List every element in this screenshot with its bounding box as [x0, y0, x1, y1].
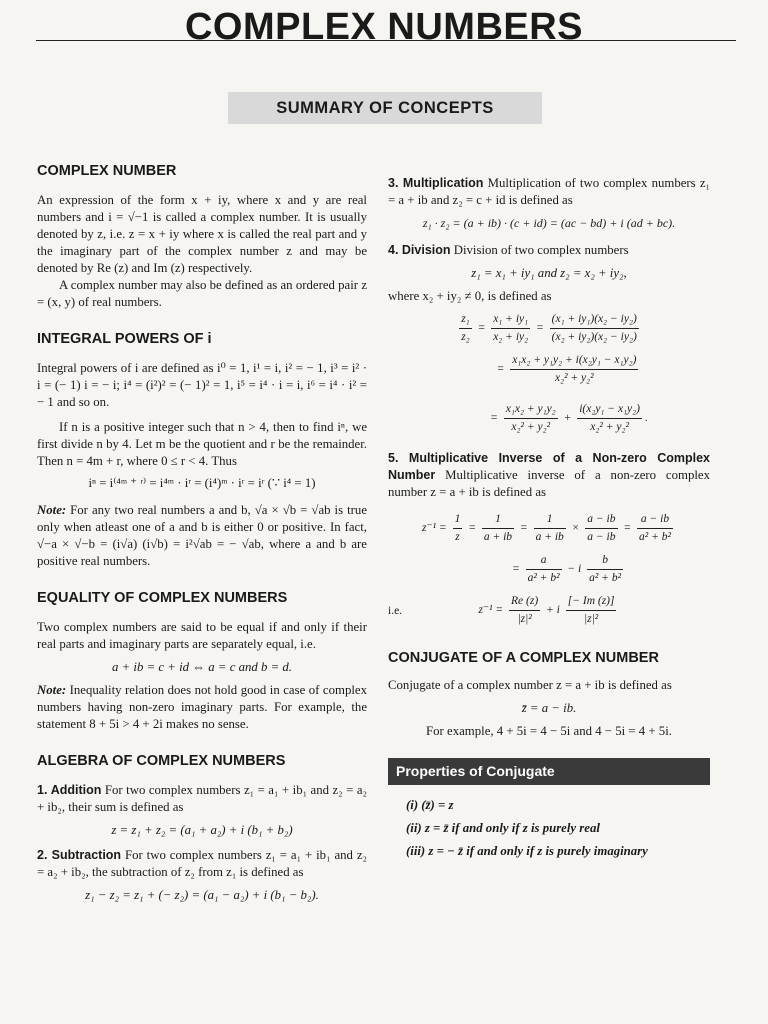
frac-den: x₂² + y₂²	[590, 421, 629, 433]
frac-den: x₂² + y₂²	[555, 372, 594, 384]
property-item: (ii) z = z̄ if and only if z is purely real	[406, 821, 600, 835]
para-division	[388, 242, 710, 259]
para-definition: An expression of the form x + iy, where x and y are real numbers and i = √−1 is called a complex number. It is usually denoted by z, i.e. z = x + iy where x is called the real part and y the imaginary part of the complex number z and may be denoted by Re (z) and Im (z) respectively.	[37, 193, 367, 275]
frac	[534, 511, 566, 546]
frac-den: a² + b²	[527, 572, 560, 584]
eq-inverse-2: = $\frac{a}{\text{a² + b²}}$ − i $\frac{b}{\text{a² + b²}}$	[388, 552, 710, 587]
eq-division-1: $\frac{\text{z₁}}{\text{z₂}}$ = $\frac{\text{x₁ + iy₁}}{\text{x₂ + iy₂}}$ = $\frac{\text{(x₁ + iy₁)(x₂ − iy₂)}}{\text{(x₂ + iy₂)(x₂ − iy₂)}}$	[388, 311, 710, 346]
properties-heading: Properties of Conjugate	[388, 758, 710, 785]
frac	[587, 552, 623, 587]
para-inverse	[388, 450, 710, 501]
frac	[550, 311, 639, 346]
para-conjugate: Conjugate of a complex number z = a + ib is defined as	[388, 678, 672, 692]
para-addition	[37, 782, 367, 816]
eq-multiplication: z₁ · z₂ = (a + ib) · (c + id) = (ac − bd) + i (ad + bc).	[422, 216, 676, 230]
para-powers: Integral powers of i are defined as i⁰ = 1, i¹ = i, i² = − 1, i³ = i² · i = (− 1) i = − i; i⁴ = (i²)² = (− 1)² = 1, i⁵ = i⁴ · i = i, i⁶ = i⁴ · i² = − 1 and so on.	[37, 361, 367, 409]
frac-num: a − ib	[637, 511, 673, 529]
frac-num: 1	[534, 511, 566, 529]
para-ordered-pair: A complex number may also be defined as an ordered pair z = (x, y) of real numbers.	[37, 278, 367, 309]
frac	[566, 593, 617, 628]
title-rule	[36, 40, 736, 41]
eq-division-2: = $\frac{\text{x₁x₂ + y₁y₂ + i(x₂y₁ − x₁y₂)}}{\text{x₂² + y₂²}}$	[388, 352, 710, 387]
note-roots-text: For any two real numbers a and b, √a × √b = √ab is true only when atleast one of a and b is either 0 or positive. In fact, √−a × √−b = (i√a) (i√b) = i²√ab = − √ab, where a and b are positive real numbers.	[37, 503, 367, 568]
section-banner: SUMMARY OF CONCEPTS	[228, 92, 542, 124]
para-equality: Two complex numbers are said to be equal if and only if their real parts and imaginary parts are separately equal, i.e.	[37, 620, 367, 651]
frac	[510, 352, 638, 387]
inverse-text: Multiplicative inverse of a non-zero complex number z = a + ib is defined as	[388, 468, 710, 499]
frac	[509, 593, 540, 628]
eq-subtraction: z₁ − z₂ = z₁ + (− z₂) = (a₁ − a₂) + i (b₁ − b₂).	[85, 888, 319, 902]
multiplication-text: Multiplication of two complex numbers z₁ = a + ib and z₂ = c + id is defined as	[388, 176, 710, 207]
frac-num: x₁ + iy₁	[491, 311, 530, 329]
heading-conjugate: CONJUGATE OF A COMPLEX NUMBER	[388, 650, 659, 666]
frac	[482, 511, 514, 546]
frac-num: 1	[453, 511, 463, 529]
heading-algebra: ALGEBRA OF COMPLEX NUMBERS	[37, 753, 286, 769]
left-column	[37, 163, 367, 910]
frac-den: x₂² + y₂²	[511, 421, 551, 433]
heading-equality: EQUALITY OF COMPLEX NUMBERS	[37, 590, 288, 606]
eq-inverse-3: i.e. z⁻¹ = $\frac{Re (z)}{\text{|z|²}}$ + i $\frac{[- Im (z)]}{\text{|z|²}}$	[388, 593, 710, 628]
eq-division-3: = $\frac{\text{x₁x₂ + y₁y₂}}{\text{x₂² + y₂²}}$ + $\frac{\text{i(x₂y₁ − x₁y₂)}}{\text{x₂² + y₂²}}$ .	[388, 401, 710, 436]
frac	[491, 311, 530, 346]
property-item: (iii) z = − z̄ if and only if z is purely imaginary	[406, 844, 648, 858]
frac-den: z₂	[461, 331, 470, 343]
heading-integral-powers: INTEGRAL POWERS OF i	[37, 331, 212, 347]
frac	[577, 401, 642, 436]
para-conjugate-example: For example, 4 + 5i = 4 − 5i and 4 − 5i = 4 + 5i.	[426, 724, 672, 738]
inverse-lhs: z⁻¹	[478, 604, 493, 617]
multiplication-label: 3. Multiplication	[388, 176, 484, 190]
frac-num: x₁x₂ + y₁y₂ + i(x₂y₁ − x₁y₂)	[510, 352, 638, 370]
frac	[504, 401, 558, 436]
note-inequality	[37, 682, 367, 733]
eq-addition: z = z₁ + z₂ = (a₁ + a₂) + i (b₁ + b₂)	[111, 823, 293, 837]
frac-den: x₂ + iy₂	[493, 331, 529, 343]
eq-division-def: z₁ = x₁ + iy₁ and z₂ = x₂ + iy₂,	[471, 266, 627, 280]
para-subtraction	[37, 847, 367, 881]
frac-den: a − ib	[587, 531, 616, 543]
note-roots	[37, 502, 367, 570]
frac-den: a² + b²	[589, 572, 622, 584]
page-title: COMPLEX NUMBERS	[184, 6, 584, 48]
frac-den: a + ib	[535, 531, 564, 543]
frac-den: (x₂ + iy₂)(x₂ − iy₂)	[551, 331, 637, 343]
frac-den: a + ib	[483, 531, 513, 543]
eq-powers: iⁿ = i⁽⁴ᵐ ⁺ ʳ⁾ = i⁴ᵐ · iʳ = (i⁴)ᵐ · iʳ = iʳ (∵ i⁴ = 1)	[88, 476, 316, 490]
property-item: (i) (z̄) = z	[406, 798, 454, 812]
inverse-label: 5. Multiplicative Inverse of a Non-zero Complex Number	[388, 451, 710, 482]
frac-den: z	[455, 531, 460, 543]
subtraction-text: For two complex numbers z₁ = a₁ + ib₁ and z₂ = a₂ + ib₂, the subtraction of z₂ from z₁ is defined as	[37, 848, 367, 879]
ie-label: i.e.	[388, 605, 403, 617]
frac-num: 1	[482, 511, 514, 529]
frac-num: Re (z)	[509, 593, 540, 611]
note-label: Note:	[37, 683, 67, 697]
frac-num: [− Im (z)]	[566, 593, 617, 611]
right-column	[388, 175, 710, 864]
inverse-lhs: z⁻¹	[422, 522, 437, 535]
frac-num: (x₁ + iy₁)(x₂ − iy₂)	[550, 311, 639, 329]
frac-num: x₁x₂ + y₁y₂	[504, 401, 558, 419]
frac	[585, 511, 617, 546]
frac-num: i(x₂y₁ − x₁y₂)	[577, 401, 642, 419]
addition-label: 1. Addition	[37, 783, 102, 797]
frac	[637, 511, 673, 546]
note-inequality-text: Inequality relation does not hold good in case of complex numbers having non-zero imaginary parts. For example, the statement 8 + 5i > 4 + 2i makes no sense.	[37, 683, 367, 731]
addition-text: For two complex numbers z₁ = a₁ + ib₁ and z₂ = a₂ + ib₂, their sum is defined as	[37, 783, 367, 814]
heading-complex-number: COMPLEX NUMBER	[37, 163, 177, 179]
division-label: 4. Division	[388, 243, 451, 257]
frac-den: |z|²	[583, 613, 599, 625]
frac-den: |z|²	[517, 613, 532, 625]
frac	[526, 552, 562, 587]
para-multiplication	[388, 175, 710, 209]
frac	[459, 311, 471, 346]
eq-equality: a + ib = c + id ⇔ a = c and b = d.	[111, 660, 293, 674]
frac-num: z₁	[459, 311, 471, 329]
para-powers-rule: If n is a positive integer such that n > 4, then to find iⁿ, we first divide n by 4. Let m be the quotient and r be the remainder. Then n = 4m + r, where 0 ≤ r < 4. Thus	[37, 420, 367, 468]
para-division-cond: where x₂ + iy₂ ≠ 0, is defined as	[388, 289, 552, 303]
frac-num: a	[526, 552, 562, 570]
frac-num: a − ib	[585, 511, 617, 529]
note-label: Note:	[37, 503, 67, 517]
frac-num: b	[587, 552, 623, 570]
eq-conjugate: z̄ = a − ib.	[521, 701, 577, 715]
division-text: Division of two complex numbers	[450, 243, 629, 257]
subtraction-label: 2. Subtraction	[37, 848, 122, 862]
frac-den: a² + b²	[639, 531, 671, 543]
frac	[453, 511, 463, 546]
eq-inverse-1: z⁻¹ = $\frac{1}{z}$ = $\frac{1}{a + ib}$ = $\frac{1}{a + ib}$ × $\frac{a - ib}{a - ib}$ = $\frac{a - ib}{\text{a² + b²}}$	[388, 511, 710, 546]
